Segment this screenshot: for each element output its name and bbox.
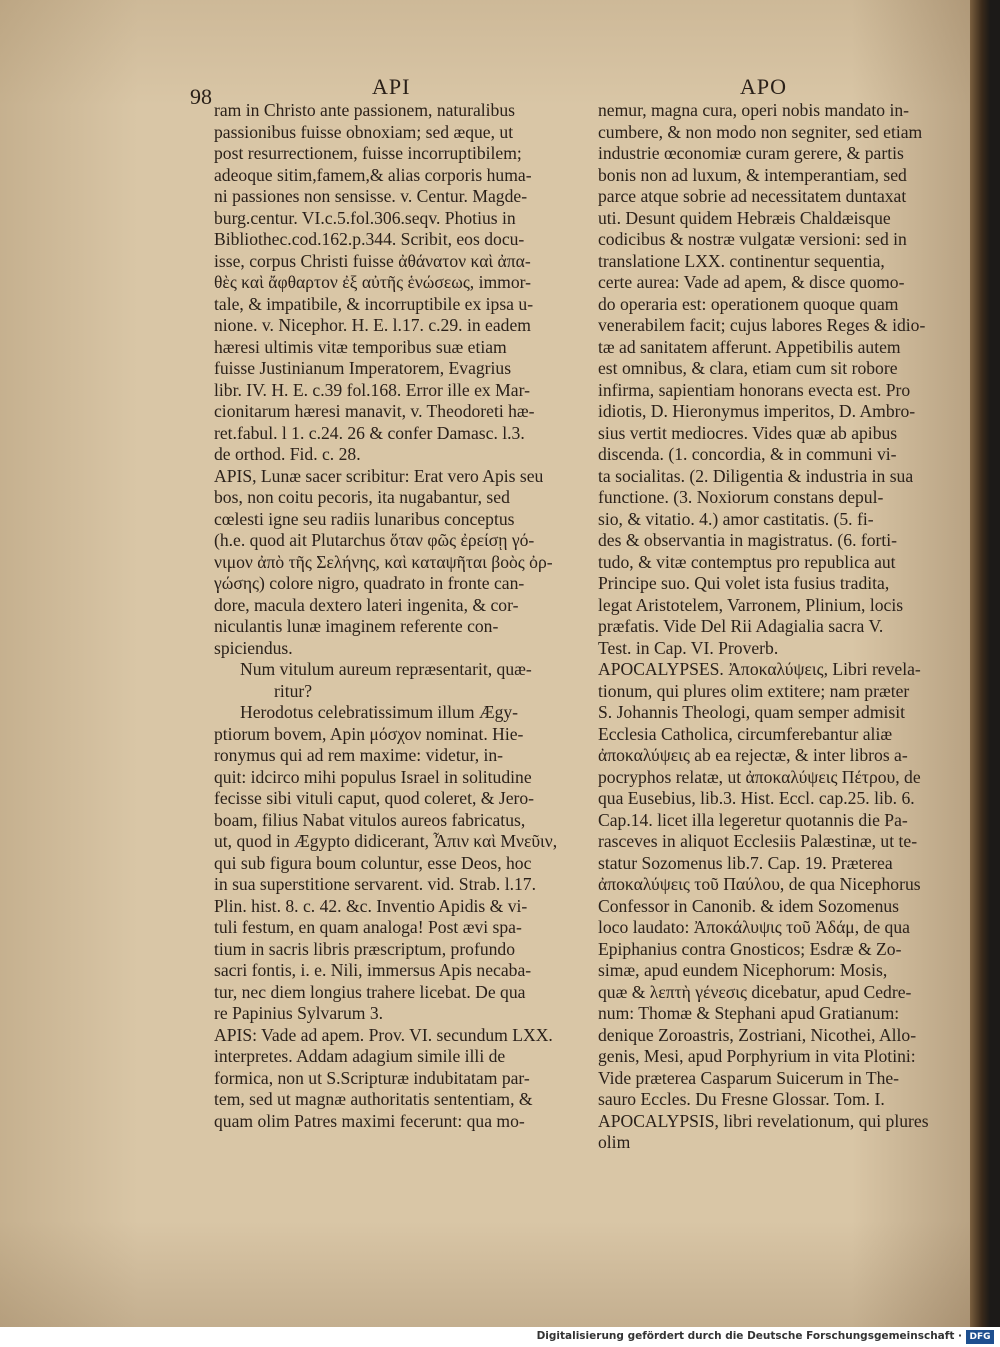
text-line: ram in Christo ante passionem, naturalibus <box>214 100 515 120</box>
text-line: dore, macula dextero lateri ingenita, & cor- <box>214 594 519 615</box>
text-line: APIS: Vade ad apem. Prov. VI. secundum LXX. <box>214 1024 553 1045</box>
footer-bar <box>0 1327 1000 1347</box>
text-line: in sua superstitione servarent. vid. Strab. l.17. <box>214 874 537 894</box>
text-line: cumbere, & non modo non segniter, sed etiam <box>598 121 923 142</box>
text-line: bos, non coitu pecoris, ita nugabantur, sed <box>214 487 510 507</box>
text-line: tudo, & vitæ contemptus pro republica aut <box>598 551 896 572</box>
running-header-left: API <box>372 74 411 99</box>
text-line: tem, sed ut magnæ authoritatis sententiam, & <box>214 1089 533 1109</box>
text-line: tium in sacris libris præscriptum, profundo <box>214 938 516 959</box>
dfg-logo: DFG <box>966 1330 994 1344</box>
text-line: ni passiones non sensisse. v. Centur. Magde- <box>214 186 528 206</box>
text-line: adeoque sitim,famem,& alias corporis huma- <box>214 164 532 185</box>
text-line: ronymus qui ad rem maxime: videtur, in- <box>214 745 504 765</box>
text-line: genis, Mesi, apud Porphyrium in vita Plotini: <box>598 1046 916 1066</box>
text-line: tionum, qui plures olim extitere; nam præter <box>598 680 910 701</box>
text-line: certe aurea: Vade ad apem, & disce quomo- <box>598 272 905 292</box>
text-line: Plin. hist. 8. c. 42. &c. Inventio Apidis & vi- <box>214 895 528 916</box>
text-line: APOCALYPSIS, libri revelationum, qui plures <box>598 1110 929 1131</box>
text-line: nemur, magna cura, operi nobis mandato in- <box>598 100 910 120</box>
text-line: sio, & vitatio. 4.) amor castitatis. (5. fi- <box>598 508 874 529</box>
text-line: pocryphos relatæ, ut ἀποκαλύψεις Πέτρου, de <box>598 766 921 787</box>
text-line: ptiorum bovem, Apin μόσχον nominat. Hie- <box>214 723 524 744</box>
text-line: re Papinius Sylvarum 3. <box>214 1003 384 1023</box>
running-header-right: APO <box>740 74 788 99</box>
text-line: ut, quod in Ægypto didicerant, Ἆπιν καὶ Μνεῦιν, <box>214 831 558 851</box>
text-line: burg.centur. VI.c.5.fol.306.seqv. Photius in <box>214 207 516 228</box>
text-line: qua Eusebius, lib.3. Hist. Eccl. cap.25. lib. 6. <box>598 788 915 808</box>
text-line: ritur? <box>274 680 313 701</box>
funding-credit: Digitalisierung gefördert durch die Deutsche Forschungsgemeinschaft · <box>536 1330 962 1342</box>
text-line: præfatis. Vide Del Rii Adagialia sacra V. <box>598 616 884 636</box>
text-line: do operaria est: operationem quoque quam <box>598 293 899 314</box>
text-line: venerabilem facit; cujus labores Reges & idio- <box>598 315 926 335</box>
text-line: sacri fontis, i. e. Nili, immersus Apis necaba- <box>214 960 532 980</box>
text-line: num: Thomæ & Stephani apud Gratianum: <box>598 1003 900 1023</box>
text-line: translatione LXX. continentur sequentia, <box>598 250 885 271</box>
text-line: tæ ad sanitatem afferunt. Appetibilis autem <box>598 336 901 357</box>
text-line: Vide præterea Casparum Suicerum in The- <box>598 1067 900 1088</box>
text-line: denique Zoroastris, Zostriani, Nicothei, Allo- <box>598 1024 917 1045</box>
text-line: γώσης) colore nigro, quadrato in fronte can- <box>214 573 525 593</box>
text-line: Cap.14. licet illa legeretur quotannis die Pa- <box>598 809 908 830</box>
text-line: interpretes. Addam adagium simile illi de <box>214 1046 506 1066</box>
text-line: formica, non ut S.Scripturæ indubitatam par- <box>214 1067 530 1088</box>
text-line: Num vitulum aureum repræsentarit, quæ- <box>240 659 532 679</box>
text-line: Bibliothec.cod.162.p.344. Scribit, eos docu- <box>214 229 525 249</box>
text-line: spiciendus. <box>214 637 293 658</box>
text-line: fuisse Justinianum Imperatorem, Evagrius <box>214 358 512 378</box>
text-column-left <box>214 100 574 1132</box>
text-line: olim <box>598 1132 631 1152</box>
text-line: nione. v. Nicephor. H. E. l.17. c.29. in eadem <box>214 315 531 335</box>
text-line: sauro Eccles. Du Fresne Glossar. Tom. I. <box>598 1089 885 1109</box>
text-line: θὲς καὶ ἄφθαρτον ἐξ αὐτῆς ἑνώσεως, immor- <box>214 272 532 292</box>
text-line: parce atque sobrie ad necessitatem duntaxat <box>598 186 907 206</box>
text-line: Herodotus celebratissimum illum Ægy- <box>240 702 519 722</box>
text-line: statur Sozomenus lib.7. Cap. 19. Præterea <box>598 852 893 873</box>
text-line: quit: idcirco mihi populus Israel in solitudine <box>214 766 532 787</box>
text-line: legat Aristotelem, Varronem, Plinium, locis <box>598 594 904 615</box>
text-line: industrie œconomiæ curam gerere, & partis <box>598 143 904 163</box>
text-line: infirma, sapientiam honorans evecta est. Pro <box>598 379 911 400</box>
text-line: des & observantia in magistratus. (6. forti- <box>598 530 898 550</box>
text-line: (h.e. quod ait Plutarchus ὅταν φῶς ἐρείσῃ γό- <box>214 530 535 550</box>
text-line: idiotis, D. Hieronymus imperitos, D. Ambro- <box>598 401 916 421</box>
text-line: APIS, Lunæ sacer scribitur: Erat vero Apis seu <box>214 465 544 486</box>
text-line: cionitarum hæresi manavit, v. Theodoreti hæ- <box>214 401 535 421</box>
text-line: cœlesti igne seu radiis lunaribus conceptus <box>214 508 515 529</box>
page-number: 98 <box>190 84 212 109</box>
text-line: ta socialitas. (2. Diligentia & industria in sua <box>598 465 914 486</box>
text-line: quam olim Patres maximi fecerunt: qua mo- <box>214 1110 525 1131</box>
text-line: Test. in Cap. VI. Proverb. <box>598 637 779 658</box>
text-line: functione. (3. Noxiorum constans depul- <box>598 487 884 507</box>
text-line: tur, nec diem longius trahere licebat. De qua <box>214 981 526 1002</box>
text-line: uti. Desunt quidem Hebræis Chaldæisque <box>598 207 891 228</box>
text-line: bonis non ad luxum, & intemperantiam, sed <box>598 164 907 185</box>
text-line: ἀποκαλύψεις τοῦ Παύλου, de qua Nicephorus <box>598 874 921 894</box>
text-line: APOCALYPSES. Ἀποκαλύψεις, Libri revela- <box>598 659 921 679</box>
book-gutter-edge <box>970 0 990 1327</box>
text-line: est omnibus, & clara, etiam cum sit robore <box>598 358 898 378</box>
text-line: hæresi ultimis vitæ temporibus suæ etiam <box>214 336 507 357</box>
text-line: isse, corpus Christi fuisse ἀθάνατον καὶ ἀπα- <box>214 250 531 271</box>
text-line: codicibus & nostræ vulgatæ versioni: sed in <box>598 229 907 249</box>
text-line: tuli festum, en quam analoga! Post ævi spa- <box>214 917 522 937</box>
text-line: rasceves in aliquot Ecclesiis Palæstinæ, ut te- <box>598 831 918 851</box>
text-line: S. Johannis Theologi, quam semper admisit <box>598 702 906 722</box>
text-column-right <box>598 100 963 1154</box>
text-line: libr. IV. H. E. c.39 fol.168. Error ille ex Mar- <box>214 379 530 400</box>
text-line: quæ & λεπτὴ γένεσις dicebatur, apud Cedre- <box>598 981 912 1002</box>
text-line: ret.fabul. l 1. c.24. 26 & confer Damasc. l.3. <box>214 422 525 443</box>
text-line: Ecclesia Catholica, circumferebantur aliæ <box>598 723 893 744</box>
text-line: νιμον ἀπὸ τῆς Σελήνης, καὶ καταψῆται βοὸς ὀρ- <box>214 551 553 572</box>
text-line: niculantis lunæ imaginem referente con- <box>214 616 499 636</box>
text-line: boam, filius Nabat vitulos aureos fabricatus, <box>214 809 526 830</box>
text-line: post resurrectionem, fuisse incorruptibilem; <box>214 143 522 163</box>
text-line: ἀποκαλύψεις ab ea rejectæ, & inter libros a- <box>598 745 908 765</box>
text-line: Epiphanius contra Gnosticos; Esdræ & Zo- <box>598 938 902 959</box>
text-line: passionibus fuisse obnoxiam; sed æque, ut <box>214 121 514 142</box>
text-line: simæ, apud eundem Nicephorum: Mosis, <box>598 960 888 980</box>
text-line: de orthod. Fid. c. 28. <box>214 444 361 464</box>
text-line: tale, & impatibile, & incorruptibile ex ipsa u- <box>214 293 534 314</box>
text-line: fecisse sibi vituli caput, quod coleret, & Jero- <box>214 788 535 808</box>
text-line: Confessor in Canonib. & idem Sozomenus <box>598 895 900 916</box>
text-line: qui sub figura boum coluntur, esse Deos, hoc <box>214 852 532 873</box>
text-line: loco laudato: Ἀποκάλυψις τοῦ Ἀδάμ, de qua <box>598 917 910 937</box>
text-line: sius vertit mediocres. Vides quæ ab apibus <box>598 422 898 443</box>
text-line: Principe suo. Qui volet ista fusius tradita, <box>598 573 890 593</box>
text-line: discenda. (1. concordia, & in communi vi- <box>598 444 897 464</box>
